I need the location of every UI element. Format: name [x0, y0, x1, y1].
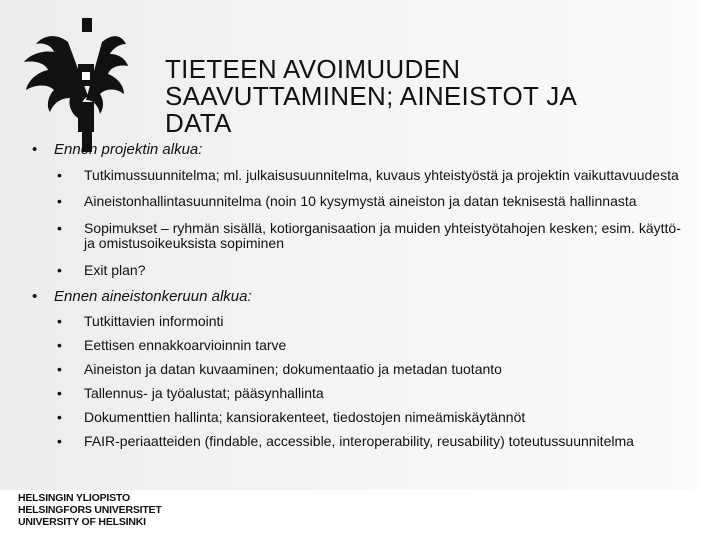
slide-title-line: TIETEEN AVOIMUUDEN: [165, 54, 461, 84]
list-item: • Dokumenttien hallinta; kansiorakenteet, tiedostojen nimeämiskäytännöt: [30, 410, 690, 425]
section-heading: • Ennen projektin alkua:: [30, 141, 690, 159]
list-item: • Aineiston ja datan kuvaaminen; dokumentaatio ja metadan tuotanto: [30, 362, 690, 377]
section-heading: • Ennen aineistonkeruun alkua:: [30, 288, 690, 306]
list-item: • Sopimukset – ryhmän sisällä, kotiorganisaation ja muiden yhteistyötahojen kesken; esim. käyttö- ja omistusoikeuksista sopiminen: [30, 221, 690, 251]
list-item: • Eettisen ennakkoarvioinnin tarve: [30, 338, 690, 353]
slide-title-line: DATA: [165, 108, 232, 138]
university-name: [18, 492, 162, 528]
slide-content: [30, 141, 690, 449]
bullet-list: [30, 314, 690, 449]
university-name-line: UNIVERSITY OF HELSINKI: [18, 516, 146, 528]
list-item: • Tutkittavien informointi: [30, 314, 690, 329]
list-item: • FAIR-periaatteiden (findable, accessible, interoperability, reusability) toteutussuunnitelma: [30, 434, 690, 449]
list-item: • Tutkimussuunnitelma; ml. julkaisusuunnitelma, kuvaus yhteistyöstä ja projektin vaikuttavuudesta: [30, 168, 690, 183]
university-name-line: HELSINGIN YLIOPISTO: [18, 492, 130, 504]
slide-title-line: SAAVUTTAMINEN; AINEISTOT JA: [165, 81, 578, 111]
list-item: • Exit plan?: [30, 263, 690, 278]
university-flame-logo-icon: [18, 14, 128, 154]
slide-title: [165, 56, 685, 137]
university-name-line: HELSINGFORS UNIVERSITET: [18, 504, 162, 516]
list-item: • Aineistonhallintasuunnitelma (noin 10 kysymystä aineiston ja datan teknisestä hallinnasta: [30, 194, 690, 209]
bullet-list: [30, 168, 690, 278]
list-item: • Tallennus- ja työalustat; pääsynhallinta: [30, 386, 690, 401]
